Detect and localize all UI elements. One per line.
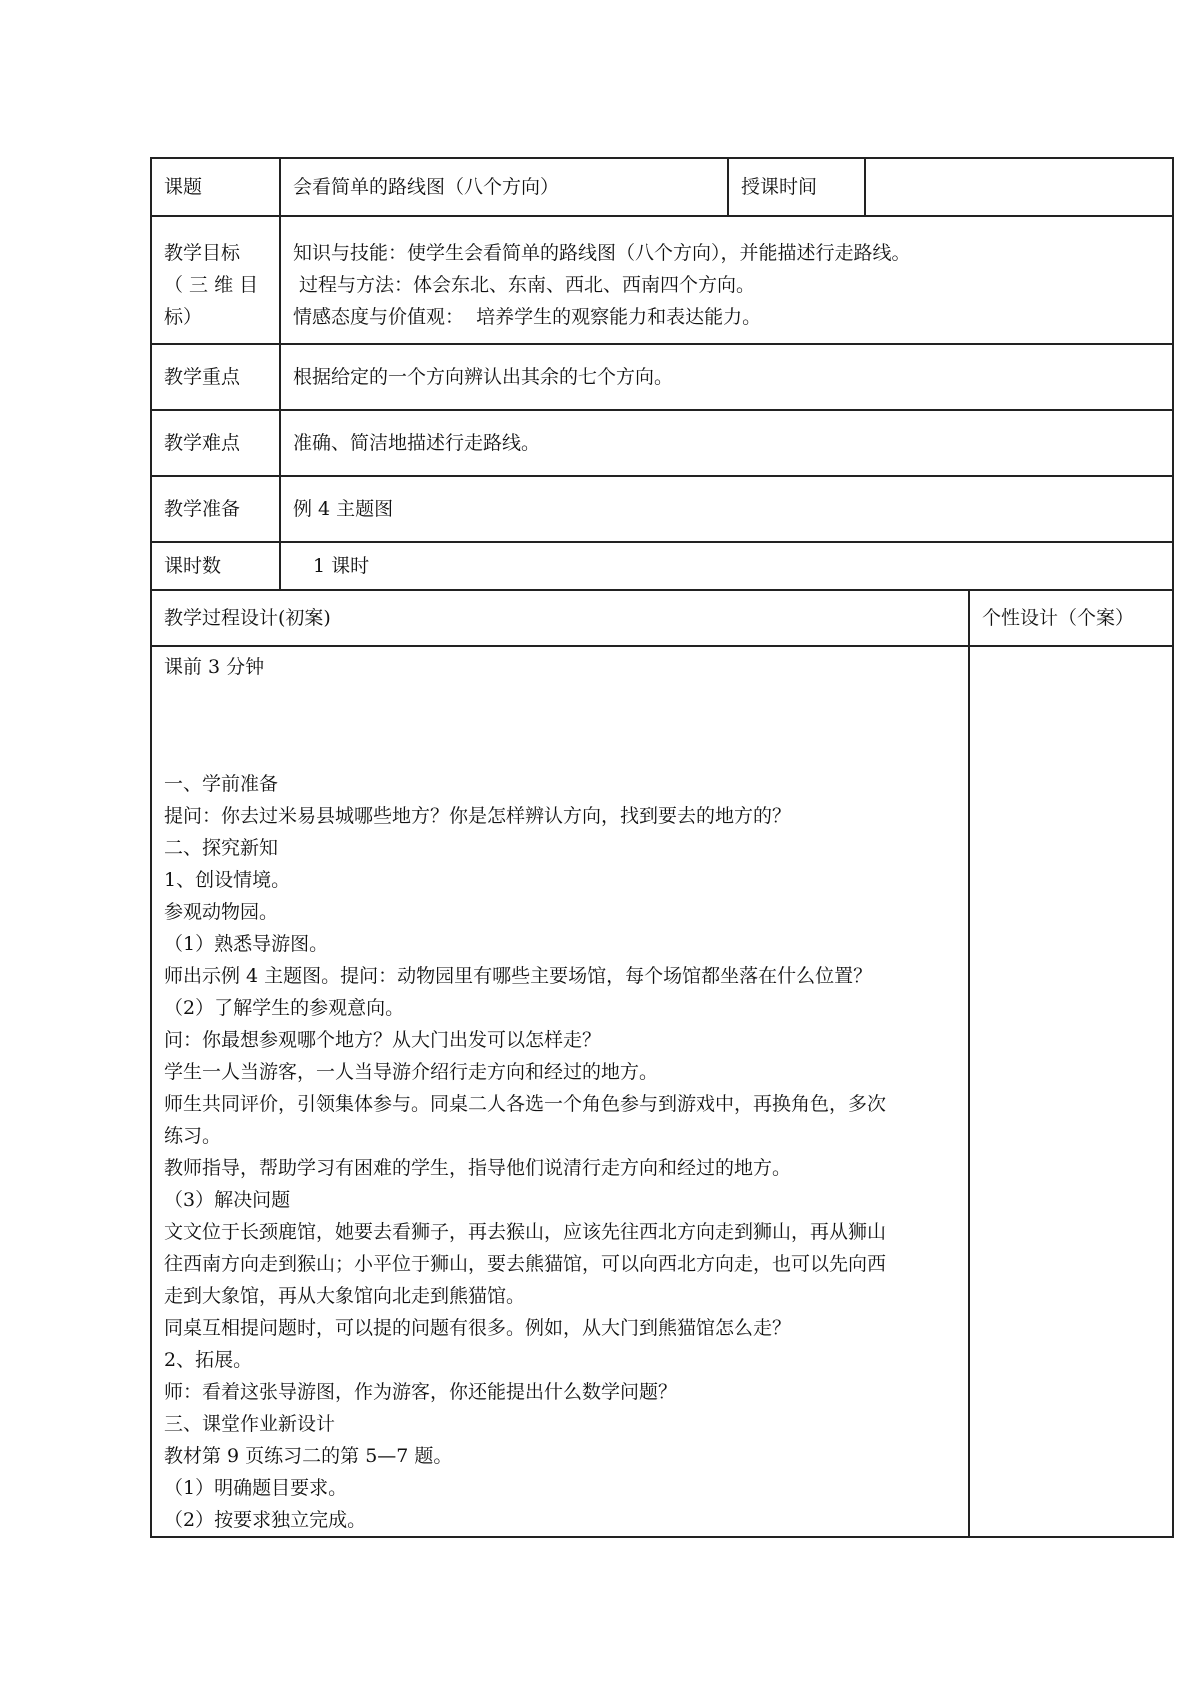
process-line: 提问：你去过米易县城哪些地方？你是怎样辨认方向，找到要去的地方的？ bbox=[164, 805, 792, 827]
lesson-plan-document bbox=[150, 157, 1172, 1538]
process-line: 教材第 9 页练习二的第 5—7 题。 bbox=[164, 1445, 453, 1467]
key-point-value: 根据给定的一个方向辨认出其余的七个方向。 bbox=[280, 344, 1173, 410]
process-line: 同桌互相提问题时，可以提的问题有很多。例如，从大门到熊猫馆怎么走？ bbox=[164, 1317, 792, 1339]
time-label: 授课时间 bbox=[728, 158, 865, 216]
lesson-plan-table bbox=[150, 157, 1174, 1538]
preparation-label: 教学准备 bbox=[151, 476, 280, 542]
process-line: （2）了解学生的参观意向。 bbox=[164, 997, 405, 1019]
process-line: （2）按要求独立完成。 bbox=[164, 1509, 367, 1531]
objectives-content bbox=[280, 216, 1173, 344]
personal-design-content bbox=[969, 646, 1173, 1537]
process-line: 练习。 bbox=[164, 1125, 222, 1147]
objective-knowledge: 知识与技能：使学生会看简单的路线图（八个方向），并能描述行走路线。 bbox=[293, 242, 911, 264]
process-line: 师生共同评价，引领集体参与。同桌二人各选一个角色参与到游戏中，再换角色，多次 bbox=[164, 1093, 887, 1115]
process-content bbox=[151, 646, 969, 1537]
objectives-label-line: 标） bbox=[164, 306, 203, 328]
process-line: 二、探究新知 bbox=[164, 837, 279, 859]
process-line: 往西南方向走到猴山；小平位于狮山，要去熊猫馆，可以向西北方向走，也可以先向西 bbox=[164, 1253, 887, 1275]
process-line: 问：你最想参观哪个地方？从大门出发可以怎样走？ bbox=[164, 1029, 602, 1051]
process-title: 教学过程设计(初案) bbox=[151, 590, 969, 646]
blank-space bbox=[164, 683, 956, 768]
key-point-label: 教学重点 bbox=[151, 344, 280, 410]
objective-attitude: 情感态度与价值观： 培养学生的观察能力和表达能力。 bbox=[293, 306, 762, 328]
process-line: （3）解决问题 bbox=[164, 1189, 291, 1211]
personal-design-title: 个性设计（个案） bbox=[969, 590, 1173, 646]
objectives-label-line: 教学目标 bbox=[164, 242, 241, 264]
process-line: 文文位于长颈鹿馆，她要去看狮子，再去猴山，应该先往西北方向走到狮山，再从狮山 bbox=[164, 1221, 887, 1243]
process-line: 师：看着这张导游图，作为游客，你还能提出什么数学问题？ bbox=[164, 1381, 678, 1403]
process-line: 一、学前准备 bbox=[164, 773, 279, 795]
process-intro: 课前 3 分钟 bbox=[164, 656, 265, 678]
topic-value: 会看简单的路线图（八个方向） bbox=[280, 158, 728, 216]
difficulty-label: 教学难点 bbox=[151, 410, 280, 476]
process-line: 2、拓展。 bbox=[164, 1349, 253, 1371]
process-line: （1）熟悉导游图。 bbox=[164, 933, 329, 955]
difficulty-value: 准确、简洁地描述行走路线。 bbox=[280, 410, 1173, 476]
process-line: 三、课堂作业新设计 bbox=[164, 1413, 336, 1435]
time-value bbox=[865, 158, 1173, 216]
process-line: 教师指导，帮助学习有困难的学生，指导他们说清行走方向和经过的地方。 bbox=[164, 1157, 792, 1179]
process-line: 1、创设情境。 bbox=[164, 869, 291, 891]
process-line: 走到大象馆，再从大象馆向北走到熊猫馆。 bbox=[164, 1285, 526, 1307]
objectives-label bbox=[151, 216, 280, 344]
process-line: 学生一人当游客，一人当导游介绍行走方向和经过的地方。 bbox=[164, 1061, 659, 1083]
periods-label: 课时数 bbox=[151, 542, 280, 590]
objective-process: 过程与方法：体会东北、东南、西北、西南四个方向。 bbox=[293, 274, 756, 296]
process-line: 师出示例 4 主题图。提问：动物园里有哪些主要场馆，每个场馆都坐落在什么位置？ bbox=[164, 965, 873, 987]
periods-value: 1 课时 bbox=[280, 542, 1173, 590]
process-line: （1）明确题目要求。 bbox=[164, 1477, 348, 1499]
process-line: 参观动物园。 bbox=[164, 901, 279, 923]
objectives-label-line: （ 三 维 目 bbox=[164, 274, 259, 296]
preparation-value: 例 4 主题图 bbox=[280, 476, 1173, 542]
topic-label: 课题 bbox=[151, 158, 280, 216]
